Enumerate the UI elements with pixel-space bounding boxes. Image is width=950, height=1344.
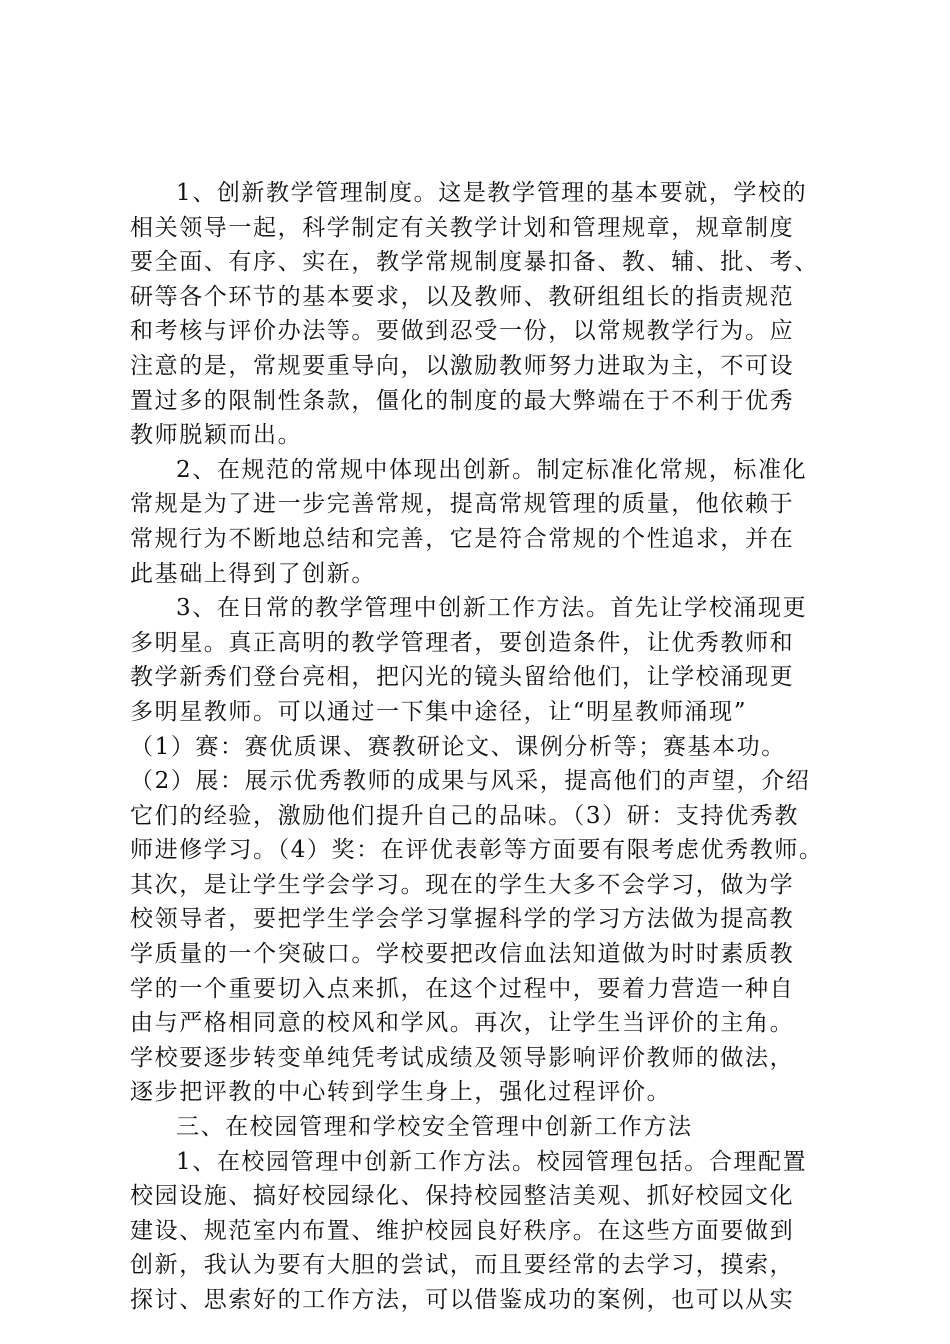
text-line: 由与严格相同意的校风和学风。再次，让学生当评价的主角。 xyxy=(130,1010,795,1037)
text-line: 常规是为了进一步完善常规，提高常规管理的质量，他依赖于 xyxy=(130,491,795,518)
text-line: （2）展：展示优秀教师的成果与风采，提高他们的声望，介绍 xyxy=(130,768,811,795)
body-text xyxy=(130,176,830,1318)
text-line: 2、在规范的常规中体现出创新。制定标准化常规，标准化 xyxy=(176,456,808,483)
text-line: 置过多的限制性条款，僵化的制度的最大弊端在于不利于优秀 xyxy=(130,387,795,414)
text-line: 其次，是让学生学会学习。现在的学生大多不会学习，做为学 xyxy=(130,871,795,898)
text-line: 1、创新教学管理制度。这是教学管理的基本要就，学校的 xyxy=(176,180,808,206)
text-line: 三、在校园管理和学校安全管理中创新工作方法 xyxy=(176,1114,693,1141)
text-line: 常规行为不断地总结和完善，它是符合常规的个性追求，并在 xyxy=(130,525,795,552)
text-line: 相关领导一起，科学制定有关教学计划和管理规章，规章制度 xyxy=(130,214,795,241)
text-line: 多明星教师。可以通过一下集中途径，让“明星教师涌现” xyxy=(130,698,748,725)
text-line: 学校要逐步转变单纯凭考试成绩及领导影响评价教师的做法， xyxy=(130,1044,795,1071)
text-line: 探讨、思索好的工作方法，可以借鉴成功的案例，也可以从实 xyxy=(130,1287,795,1313)
text-line: 校领导者，要把学生学会学习掌握科学的学习方法做为提高教 xyxy=(130,906,795,933)
text-line: 它们的经验，激励他们提升自己的品味。（3）研：支持优秀教 xyxy=(130,802,799,829)
text-line: 建设、规范室内布置、维护校园良好秩序。在这些方面要做到 xyxy=(130,1217,795,1244)
text-line: 学的一个重要切入点来抓，在这个过程中，要着力营造一种自 xyxy=(130,975,795,1002)
text-line: 多明星。真正高明的教学管理者，要创造条件，让优秀教师和 xyxy=(130,629,795,656)
text-line: 此基础上得到了创新。 xyxy=(130,560,376,587)
text-line: 创新，我认为要有大胆的尝试，而且要经常的去学习，摸索， xyxy=(130,1252,795,1279)
text-line: 学质量的一个突破口。学校要把改信血法知道做为时时素质教 xyxy=(130,941,795,968)
text-line: 研等各个环节的基本要求，以及教师、教研组组长的指责规范 xyxy=(130,283,795,310)
text-line: （1）赛：赛优质课、赛教研论文、课例分析等；赛基本功。 xyxy=(130,733,786,760)
text-line: 师进修学习。（4）奖：在评优表彰等方面要有限考虑优秀教师。 xyxy=(130,837,824,864)
text-line: 教学新秀们登台亮相，把闪光的镜头留给他们，让学校涌现更 xyxy=(130,664,795,691)
text-line: 校园设施、搞好校园绿化、保持校园整洁美观、抓好校园文化 xyxy=(130,1183,795,1210)
text-line: 和考核与评价办法等。要做到忍受一份，以常规教学行为。应 xyxy=(130,318,795,345)
text-line: 逐步把评教的中心转到学生身上，强化过程评价。 xyxy=(130,1079,672,1106)
text-line: 教师脱颖而出。 xyxy=(130,422,303,449)
text-line: 1、在校园管理中创新工作方法。校园管理包括。合理配置 xyxy=(176,1148,808,1175)
text-line: 注意的是，常规要重导向，以激励教师努力进取为主，不可设 xyxy=(130,352,795,379)
text-line: 要全面、有序、实在，教学常规制度暴扣备、教、辅、批、考、 xyxy=(130,249,819,276)
text-line: 3、在日常的教学管理中创新工作方法。首先让学校涌现更 xyxy=(176,595,808,622)
